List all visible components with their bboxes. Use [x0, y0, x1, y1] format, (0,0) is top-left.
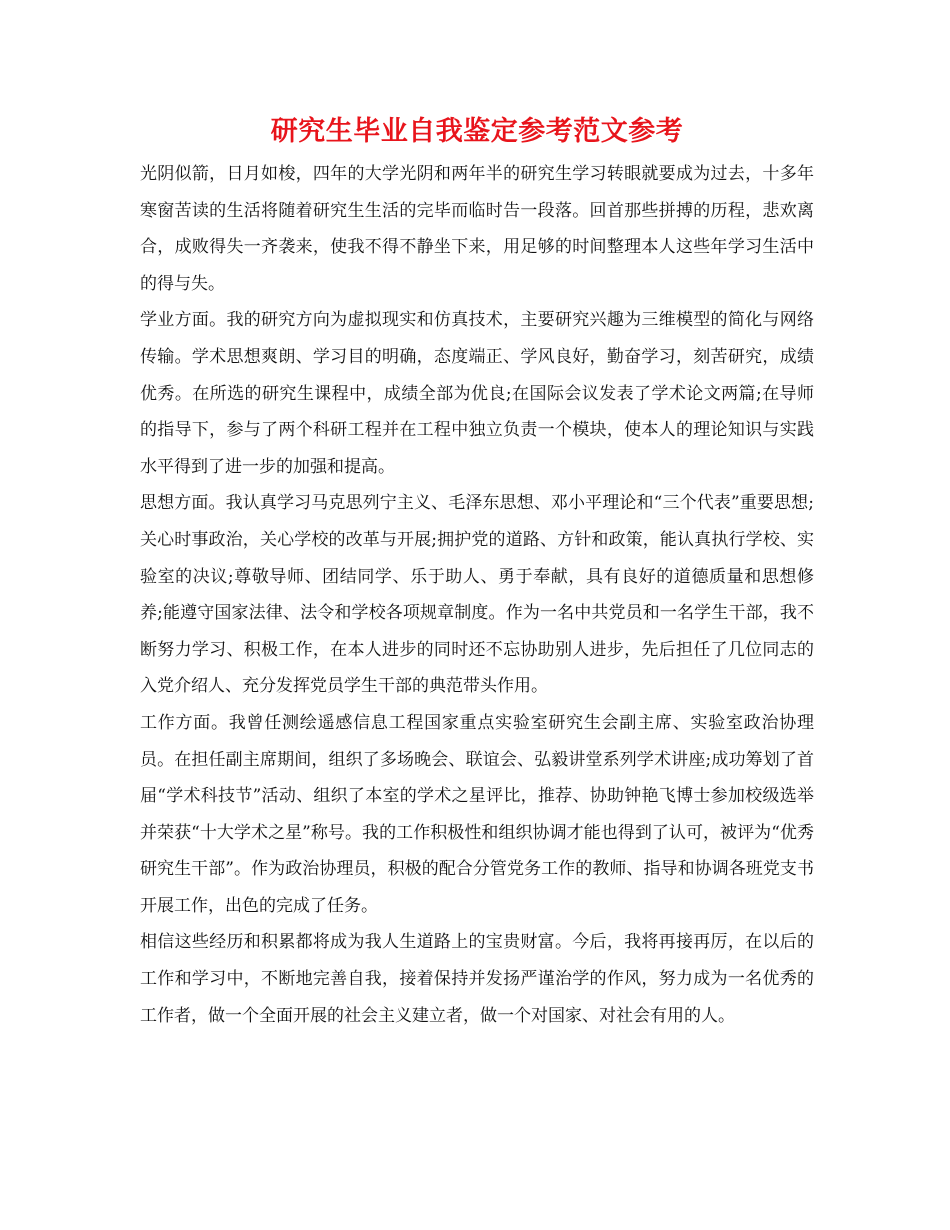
document-title: 研究生毕业自我鉴定参考范文参考 — [270, 116, 684, 147]
paragraph-intro: 光阴似箭，日月如梭，四年的大学光阴和两年半的研究生学习转眼就要成为过去，十多年寒窗苦读的生活将随着研究生生活的完毕而临时告一段落。回首那些拼搏的历程，悲欢离合，成败得失一齐袭来，使我不得不静坐下来，用足够的时间整理本人这些年学习生活中的得与失。 — [140, 164, 814, 294]
paragraph-work: 工作方面。我曾任测绘遥感信息工程国家重点实验室研究生会副主席、实验室政治协理员。在担任副主席期间，组织了多场晚会、联谊会、弘毅讲堂系列学术讲座;成功筹划了首届“学术科技节”活动、组织了本室的学术之星评比，推荐、协助钟艳飞博士参加校级选举并荣获“十大学术之星”称号。我的工作积极性和组织协调才能也得到了认可，被评为“优秀研究生干部”。作为政治协理员，积极的配合分管党务工作的教师、指导和协调各班党支书开展工作，出色的完成了任务。 — [140, 712, 814, 916]
paragraph-academics: 学业方面。我的研究方向为虚拟现实和仿真技术，主要研究兴趣为三维模型的简化与网络传输。学术思想爽朗、学习目的明确，态度端正、学风良好，勤奋学习，刻苦研究，成绩优秀。在所选的研究生课程中，成绩全部为优良;在国际会议发表了学术论文两篇;在导师的指导下，参与了两个科研工程并在工程中独立负责一个模块，使本人的理论知识与实践水平得到了进一步的加强和提高。 — [140, 310, 814, 477]
paragraph-conclusion: 相信这些经历和积累都将成为我人生道路上的宝贵财富。今后，我将再接再厉，在以后的工作和学习中，不断地完善自我，接着保持并发扬严谨治学的作风，努力成为一名优秀的工作者，做一个全面开展的社会主义建立者，做一个对国家、对社会有用的人。 — [140, 932, 814, 1026]
paragraph-ideology: 思想方面。我认真学习马克思列宁主义、毛泽东思想、邓小平理论和“三个代表”重要思想;关心时事政治，关心学校的改革与开展;拥护党的道路、方针和政策，能认真执行学校、实验室的决议;尊敬导师、团结同学、乐于助人、勇于奉献，具有良好的道德质量和思想修养;能遵守国家法律、法令和学校各项规章制度。作为一名中共党员和一名学生干部，我不断努力学习、积极工作，在本人进步的同时还不忘协助别人进步，先后担任了几位同志的入党介绍人、充分发挥党员学生干部的典范带头作用。 — [140, 493, 814, 697]
document-page — [140, 112, 814, 1034]
